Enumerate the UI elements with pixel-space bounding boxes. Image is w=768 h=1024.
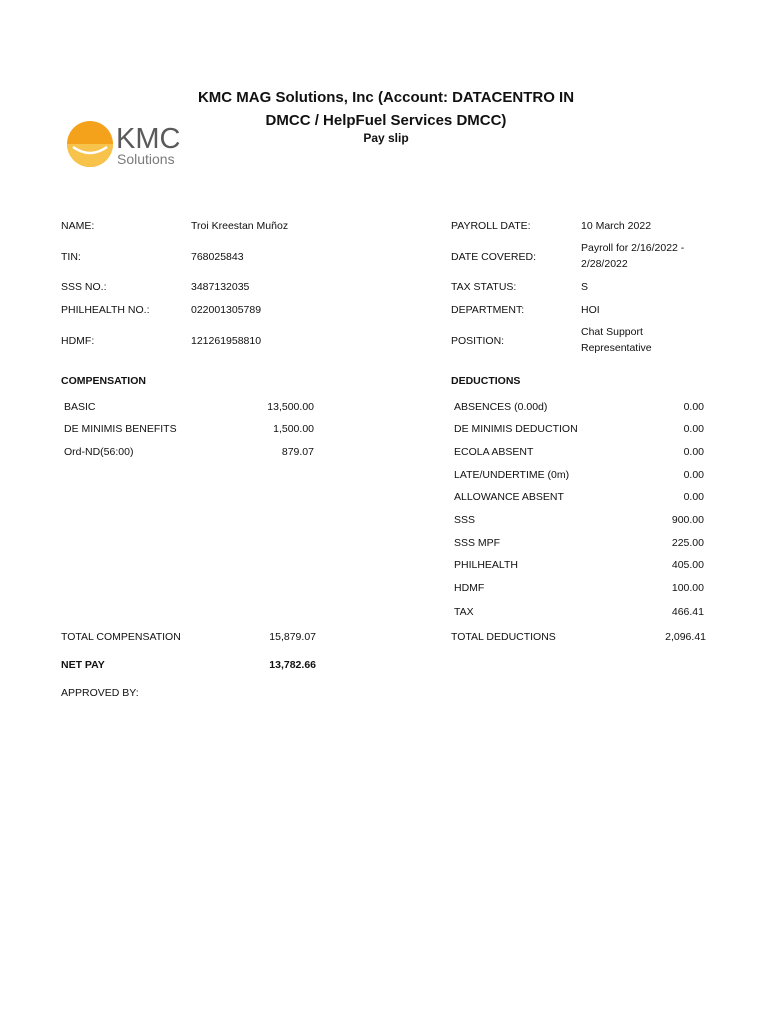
date-covered-line2: 2/28/2022 <box>581 258 628 270</box>
deduction-item-label: ALLOWANCE ABSENT <box>454 491 564 503</box>
tax-status-label: TAX STATUS: <box>451 281 517 293</box>
document-subtitle: Pay slip <box>363 131 409 145</box>
deduction-item-amount: 466.41 <box>671 606 704 618</box>
deduction-item-amount: 100.00 <box>671 582 704 594</box>
compensation-heading: COMPENSATION <box>61 375 146 387</box>
total-compensation-label: TOTAL COMPENSATION <box>61 631 181 643</box>
deduction-item-label: TAX <box>454 606 474 618</box>
payroll-date-label: PAYROLL DATE: <box>451 220 531 232</box>
deduction-item-amount: 900.00 <box>671 514 704 526</box>
philhealth-value: 022001305789 <box>191 304 262 316</box>
position-line1: Chat Support <box>581 326 643 338</box>
tin-value: 768025843 <box>191 251 244 263</box>
department-value: HOI <box>581 304 600 316</box>
deduction-item-label: SSS MPF <box>454 537 501 549</box>
compensation-item-amount: 1,500.00 <box>273 423 314 435</box>
net-pay-value: 13,782.66 <box>269 659 316 671</box>
logo-subtext: Solutions <box>117 151 175 167</box>
approved-by-label: APPROVED BY: <box>61 687 139 699</box>
deduction-item-amount: 225.00 <box>671 537 704 549</box>
deduction-item-label: PHILHEALTH <box>454 559 518 571</box>
compensation-item-amount: 13,500.00 <box>267 401 314 413</box>
position-label: POSITION: <box>451 335 505 347</box>
sss-value: 3487132035 <box>191 281 250 293</box>
date-covered-label: DATE COVERED: <box>451 251 536 263</box>
deduction-item-amount: 0.00 <box>683 469 704 481</box>
hdmf-value: 121261958810 <box>191 335 262 347</box>
deduction-item-amount: 0.00 <box>683 491 704 503</box>
deduction-item-amount: 405.00 <box>671 559 704 571</box>
payroll-date-value: 10 March 2022 <box>581 220 652 232</box>
company-title-line2: DMCC / HelpFuel Services DMCC) <box>265 112 507 129</box>
company-title-line1: KMC MAG Solutions, Inc (Account: DATACENTRO IN <box>197 89 575 106</box>
hdmf-label: HDMF: <box>61 335 95 347</box>
deduction-item-label: HDMF <box>454 582 485 594</box>
deduction-item-amount: 0.00 <box>683 401 704 413</box>
kmc-logo <box>64 118 188 172</box>
department-label: DEPARTMENT: <box>451 304 525 316</box>
tin-label: TIN: <box>61 251 81 263</box>
deduction-item-label: ECOLA ABSENT <box>454 446 534 458</box>
deduction-item-label: LATE/UNDERTIME (0m) <box>454 469 570 481</box>
name-label: NAME: <box>61 220 95 232</box>
deduction-item-label: ABSENCES (0.00d) <box>454 401 548 413</box>
deduction-item-label: SSS <box>454 514 476 526</box>
sss-label: SSS NO.: <box>61 281 107 293</box>
compensation-item-amount: 879.07 <box>281 446 314 458</box>
company-title <box>150 86 622 132</box>
compensation-item-label: BASIC <box>64 401 96 413</box>
deductions-heading: DEDUCTIONS <box>451 375 521 387</box>
date-covered-value <box>581 240 684 272</box>
kmc-logo-mark <box>64 118 188 172</box>
total-deductions-label: TOTAL DEDUCTIONS <box>451 631 556 643</box>
compensation-item-label: DE MINIMIS BENEFITS <box>64 423 177 435</box>
deduction-item-label: DE MINIMIS DEDUCTION <box>454 423 578 435</box>
date-covered-line1: Payroll for 2/16/2022 - <box>581 242 685 254</box>
deduction-item-amount: 0.00 <box>683 423 704 435</box>
position-line2: Representative <box>581 342 652 354</box>
tax-status-value: S <box>581 281 589 293</box>
total-compensation-value: 15,879.07 <box>269 631 316 643</box>
total-deductions-value: 2,096.41 <box>665 631 706 643</box>
logo-text: KMC <box>116 123 181 155</box>
position-value <box>581 324 652 356</box>
name-value: Troi Kreestan Muñoz <box>191 220 289 232</box>
deduction-item-amount: 0.00 <box>683 446 704 458</box>
compensation-item-label: Ord-ND(56:00) <box>64 446 134 458</box>
net-pay-label: NET PAY <box>61 659 105 671</box>
philhealth-label: PHILHEALTH NO.: <box>61 304 150 316</box>
